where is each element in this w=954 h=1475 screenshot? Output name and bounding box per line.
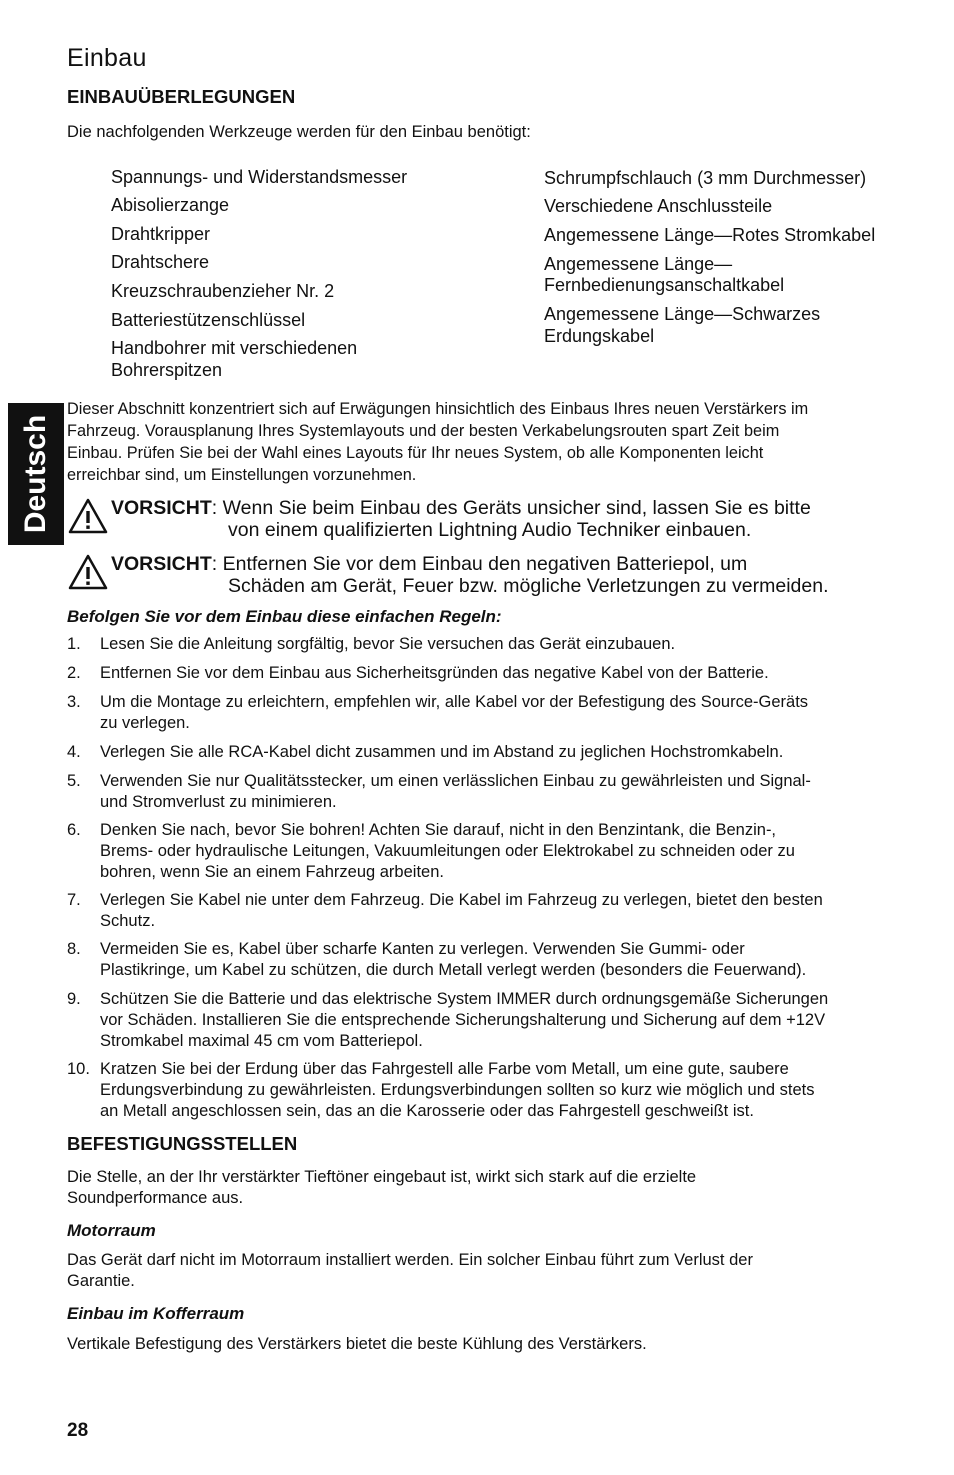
paragraph-line: Soundperformance aus. xyxy=(67,1189,244,1207)
tool-item: Angemessene Länge—Schwarzes xyxy=(544,304,821,324)
rule-line: Erdungsverbindung zu gewährleisten. Erdungsverbindungen sollten so kurz wie möglich und stets xyxy=(100,1081,815,1099)
page-number: 28 xyxy=(67,1420,89,1441)
tools-list-right xyxy=(544,168,934,358)
paragraph-line: Das Gerät darf nicht im Motorraum installiert werden. Ein solcher Einbau führt zum Verlust der xyxy=(67,1251,753,1269)
rule-line: Kratzen Sie bei der Erdung über das Fahrgestell alle Farbe vom Metall, um eine gute, saubere xyxy=(100,1060,789,1078)
rule-line: Lesen Sie die Anleitung sorgfältig, bevor Sie versuchen das Gerät einzubauen. xyxy=(100,635,676,653)
section-heading-befestigungsstellen: BEFESTIGUNGSSTELLEN xyxy=(67,1133,298,1154)
rule-line: Vermeiden Sie es, Kabel über scharfe Kanten zu verlegen. Verwenden Sie Gummi- oder xyxy=(100,940,745,958)
language-tab-label: Deutsch xyxy=(19,414,53,534)
rule-number: 2. xyxy=(67,664,81,682)
tool-item: Bohrerspitzen xyxy=(111,360,223,380)
paragraph-line: Dieser Abschnitt konzentriert sich auf Erwägungen hinsichtlich des Einbaus Ihres neuen Verstärkers im xyxy=(67,400,809,418)
tools-list-left xyxy=(111,167,531,387)
caution-label: VORSICHT xyxy=(111,497,212,519)
rule-line: Plastikringe, um Kabel zu schützen, die durch Metall verlegt werden (besonders die Feuerwand). xyxy=(100,961,807,979)
subheading-kofferraum: Einbau im Kofferraum xyxy=(67,1304,245,1323)
rule-number: 6. xyxy=(67,821,81,839)
tool-item: Handbohrer mit verschiedenen xyxy=(111,338,358,358)
rule-line: Verwenden Sie nur Qualitätsstecker, um einen verlässlichen Einbau zu gewährleisten und Signal- xyxy=(100,772,811,790)
paragraph-line: Einbau. Prüfen Sie bei der Wahl eines Layouts für Ihr neues System, ob alle Komponenten leicht xyxy=(67,444,764,462)
rule-number: 7. xyxy=(67,891,81,909)
rule-line: an Metall angeschlossen sein, das an die Karosserie oder das Fahrgestell geschweißt ist. xyxy=(100,1102,754,1120)
paragraph-line: Fahrzeug. Vorausplanung Ihres Systemlayouts und der besten Verkabelungsrouten spart Zeit beim xyxy=(67,422,780,440)
rule-number: 1. xyxy=(67,635,81,653)
tool-item: Fernbedienungsanschaltkabel xyxy=(544,275,785,295)
tool-item: Drahtkripper xyxy=(111,224,211,244)
warning-triangle-icon xyxy=(68,553,108,591)
subheading-motorraum: Motorraum xyxy=(67,1221,156,1240)
tool-item: Abisolierzange xyxy=(111,195,230,215)
caution-text-continued: von einem qualifizierten Lightning Audio Techniker einbauen. xyxy=(228,519,752,541)
rule-line: vor Schäden. Installieren Sie die entsprechende Sicherungshalterung und Sicherung auf dem +12V xyxy=(100,1011,826,1029)
paragraph-line: Die Stelle, an der Ihr verstärkter Tieftöner eingebaut ist, wirkt sich stark auf die erzielte xyxy=(67,1168,697,1186)
mounting-intro xyxy=(67,1167,696,1209)
caution-label: VORSICHT xyxy=(111,553,212,575)
rule-line: Verlegen Sie Kabel nie unter dem Fahrzeug. Die Kabel im Fahrzeug zu verlegen, bietet den besten xyxy=(100,891,823,909)
motorraum-text xyxy=(67,1250,753,1292)
rule-line: Schutz. xyxy=(100,912,156,930)
rule-number: 9. xyxy=(67,990,81,1008)
tool-item: Angemessene Länge— xyxy=(544,254,733,274)
kofferraum-text: Vertikale Befestigung des Verstärkers bietet die beste Kühlung des Verstärkers. xyxy=(67,1335,647,1353)
rule-number: 3. xyxy=(67,693,81,711)
rule-line: Um die Montage zu erleichtern, empfehlen wir, alle Kabel vor der Befestigung des Source-Geräts xyxy=(100,693,809,711)
tool-item: Spannungs- und Widerstandsmesser xyxy=(111,167,408,187)
rule-line: und Stromverlust zu minimieren. xyxy=(100,793,337,811)
caution-text: : Wenn Sie beim Einbau des Geräts unsicher sind, lassen Sie es bitte xyxy=(211,497,811,519)
warning-triangle-icon xyxy=(68,497,108,535)
rule-number: 10. xyxy=(67,1060,90,1078)
tool-item: Kreuzschraubenzieher Nr. 2 xyxy=(111,281,335,301)
intro-paragraph xyxy=(67,398,808,486)
rule-line: Entfernen Sie vor dem Einbau aus Sicherheitsgründen das negative Kabel von der Batterie. xyxy=(100,664,769,682)
tool-item: Erdungskabel xyxy=(544,326,655,346)
tool-item: Verschiedene Anschlussteile xyxy=(544,196,773,216)
rule-line: Schützen Sie die Batterie und das elektrische System IMMER durch ordnungsgemäße Sicherungen xyxy=(100,990,829,1008)
rule-number: 4. xyxy=(67,743,81,761)
tool-item: Angemessene Länge—Rotes Stromkabel xyxy=(544,225,876,245)
rule-line: bohren, wenn Sie an einem Fahrzeug arbeiten. xyxy=(100,863,444,881)
rules-title: Befolgen Sie vor dem Einbau diese einfachen Regeln: xyxy=(67,607,502,626)
rule-line: zu verlegen. xyxy=(100,714,190,732)
rule-line: Denken Sie nach, bevor Sie bohren! Achten Sie darauf, nicht in den Benzintank, die Benzin-, xyxy=(100,821,777,839)
paragraph-line: erreichbar sind, um Einstellungen vorzunehmen. xyxy=(67,466,417,484)
tool-item: Drahtschere xyxy=(111,252,210,272)
tool-item: Batteriestützenschlüssel xyxy=(111,310,306,330)
tools-intro: Die nachfolgenden Werkzeuge werden für den Einbau benötigt: xyxy=(67,123,531,141)
page-header: Einbau xyxy=(67,44,147,72)
caution-text-continued: Schäden am Gerät, Feuer bzw. mögliche Verletzungen zu vermeiden. xyxy=(228,575,829,597)
tool-item: Schrumpfschlauch (3 mm Durchmesser) xyxy=(544,168,867,188)
caution-text: : Entfernen Sie vor dem Einbau den negativen Batteriepol, um xyxy=(211,553,748,575)
rule-line: Brems- oder hydraulische Leitungen, Vakuumleitungen oder Elektrokabel zu schneiden oder zu xyxy=(100,842,795,860)
paragraph-line: Garantie. xyxy=(67,1272,135,1290)
rule-line: Verlegen Sie alle RCA-Kabel dicht zusammen und im Abstand zu jeglichen Hochstromkabeln. xyxy=(100,743,784,761)
rule-line: Stromkabel maximal 45 cm vom Batteriepol. xyxy=(100,1032,423,1050)
rule-number: 5. xyxy=(67,772,81,790)
section-heading-einbauueberlegungen: EINBAUÜBERLEGUNGEN xyxy=(67,86,296,107)
rule-number: 8. xyxy=(67,940,81,958)
language-tab xyxy=(8,403,64,545)
